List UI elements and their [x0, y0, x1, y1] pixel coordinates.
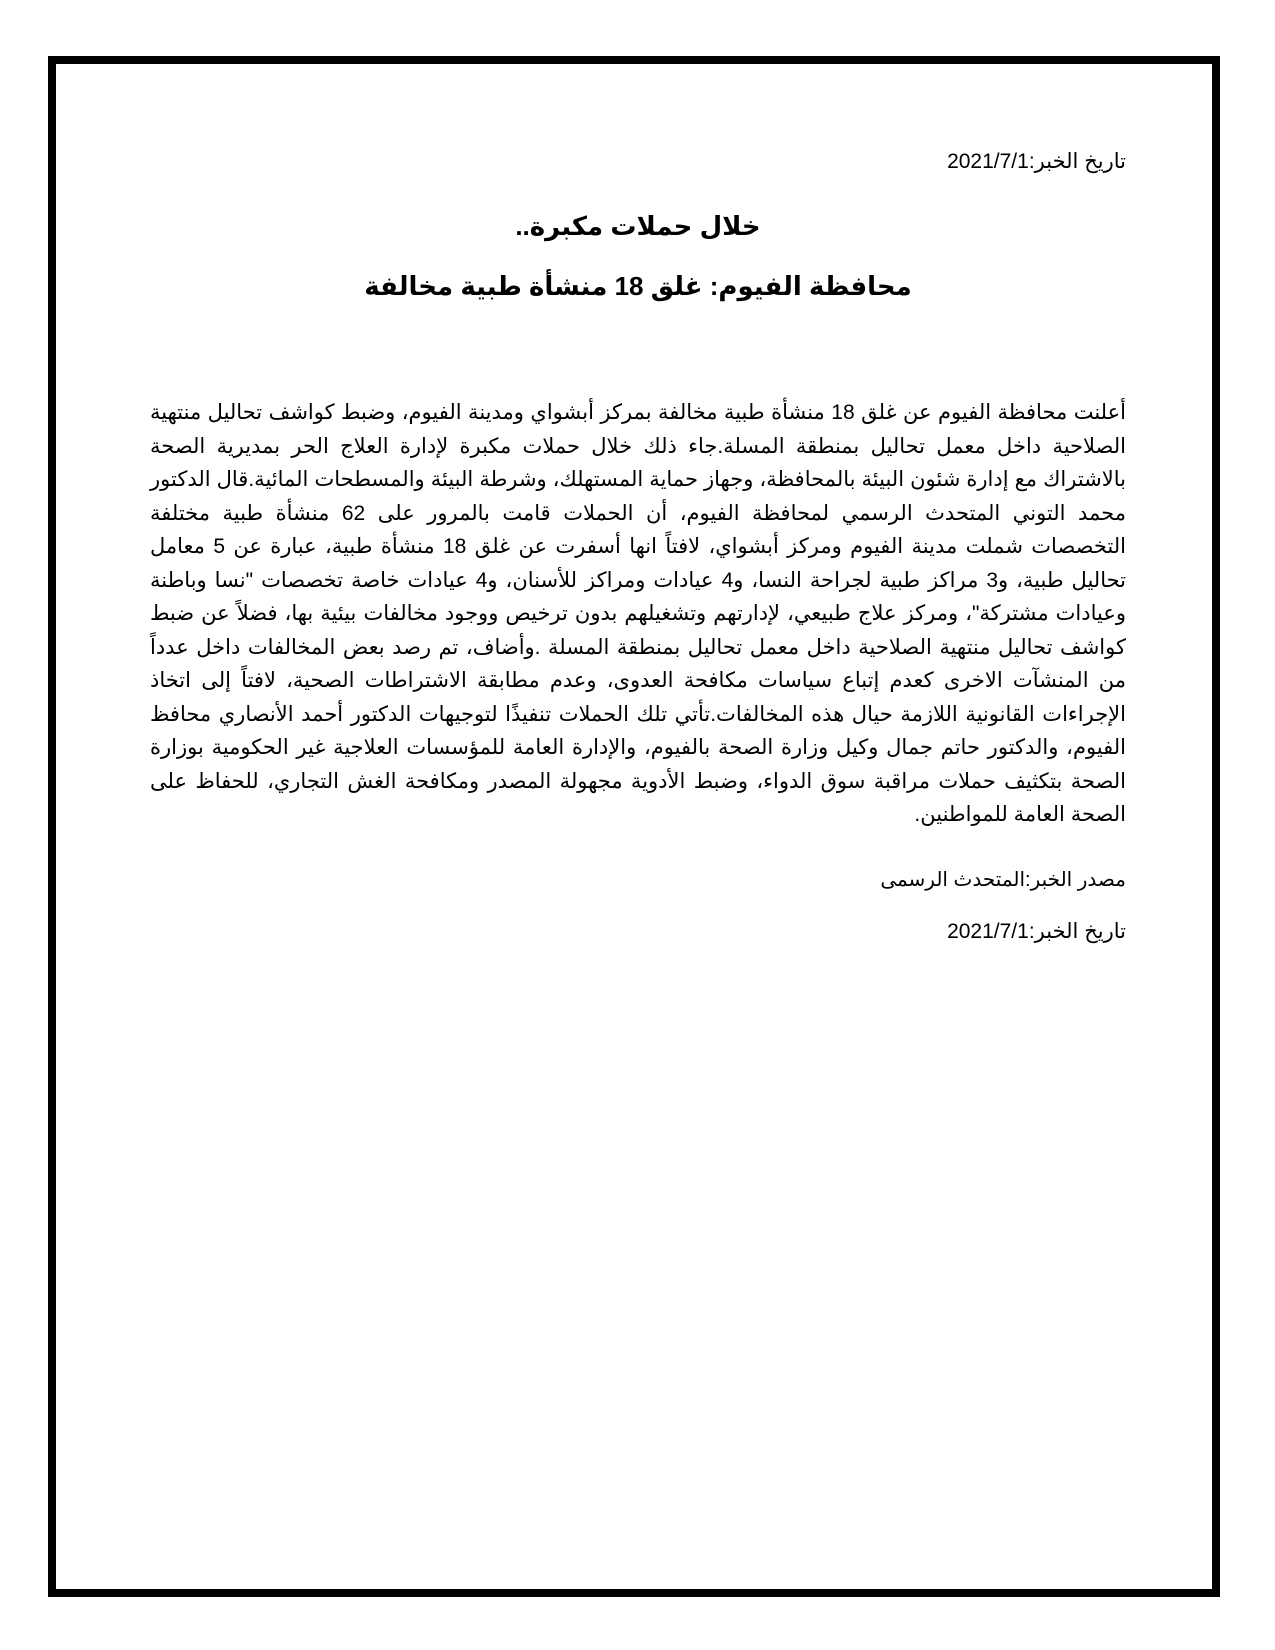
news-source: مصدر الخبر:المتحدث الرسمى	[880, 868, 1126, 891]
headline-kicker: خلال حملات مكبرة..	[515, 211, 761, 241]
news-date-top: تاريخ الخبر:2021/7/1	[947, 150, 1126, 173]
article-body: أعلنت محافظة الفيوم عن غلق 18 منشأة طبية مخالفة بمركز أبشواي ومدينة الفيوم، وضبط كواشف تحاليل منتهية الصلاحية داخل معمل تحاليل بمنطقة المسلة.جاء ذلك خلال حملات مكبرة لإدارة العلاج الحر بمديرية الصحة بالاشتراك مع إدارة شئون البيئة بالمحافظة، وجهاز حماية المستهلك، وشرطة البيئة والمسطحات المائية.قال الدكتور محمد التوني المتحدث الرسمي لمحافظة الفيوم، أن الحملات قامت بالمرور على 62 منشأة طبية مختلفة التخصصات شملت مدينة الفيوم ومركز أبشواي، لافتاً انها أسفرت عن غلق 18 منشأة طبية، عبارة عن 5 معامل تحاليل طبية، و3 مراكز طبية لجراحة النسا، و4 عيادات ومراكز للأسنان، و4 عيادات خاصة تخصصات "نسا وباطنة وعيادات مشتركة"، ومركز علاج طبيعي، لإدارتهم وتشغيلهم بدون ترخيص ووجود مخالفات بيئية بها، فضلاً عن ضبط كواشف تحاليل منتهية الصلاحية داخل معمل تحاليل بمنطقة المسلة .وأضاف، تم رصد بعض المخالفات داخل عدداً من المنشآت الاخرى كعدم إتباع سياسات مكافحة العدوى، وعدم مطابقة الاشتراطات الصحية، لافتاً إلى اتخاذ الإجراءات القانونية اللازمة حيال هذه المخالفات.تأتي تلك الحملات تنفيذًا لتوجيهات الدكتور أحمد الأنصاري محافظ الفيوم، والدكتور حاتم جمال وكيل وزارة الصحة بالفيوم، والإدارة العامة للمؤسسات العلاجية غير الحكومية بوزارة الصحة بتكثيف حملات مراقبة سوق الدواء، وضبط الأدوية مجهولة المصدر ومكافحة الغش التجاري، للحفاظ على الصحة العامة للمواطنين.	[150, 401, 1127, 826]
headline-main: محافظة الفيوم: غلق 18 منشأة طبية مخالفة	[364, 271, 912, 301]
document-content	[150, 148, 1126, 946]
news-date-bottom: تاريخ الخبر:2021/7/1	[947, 919, 1126, 943]
